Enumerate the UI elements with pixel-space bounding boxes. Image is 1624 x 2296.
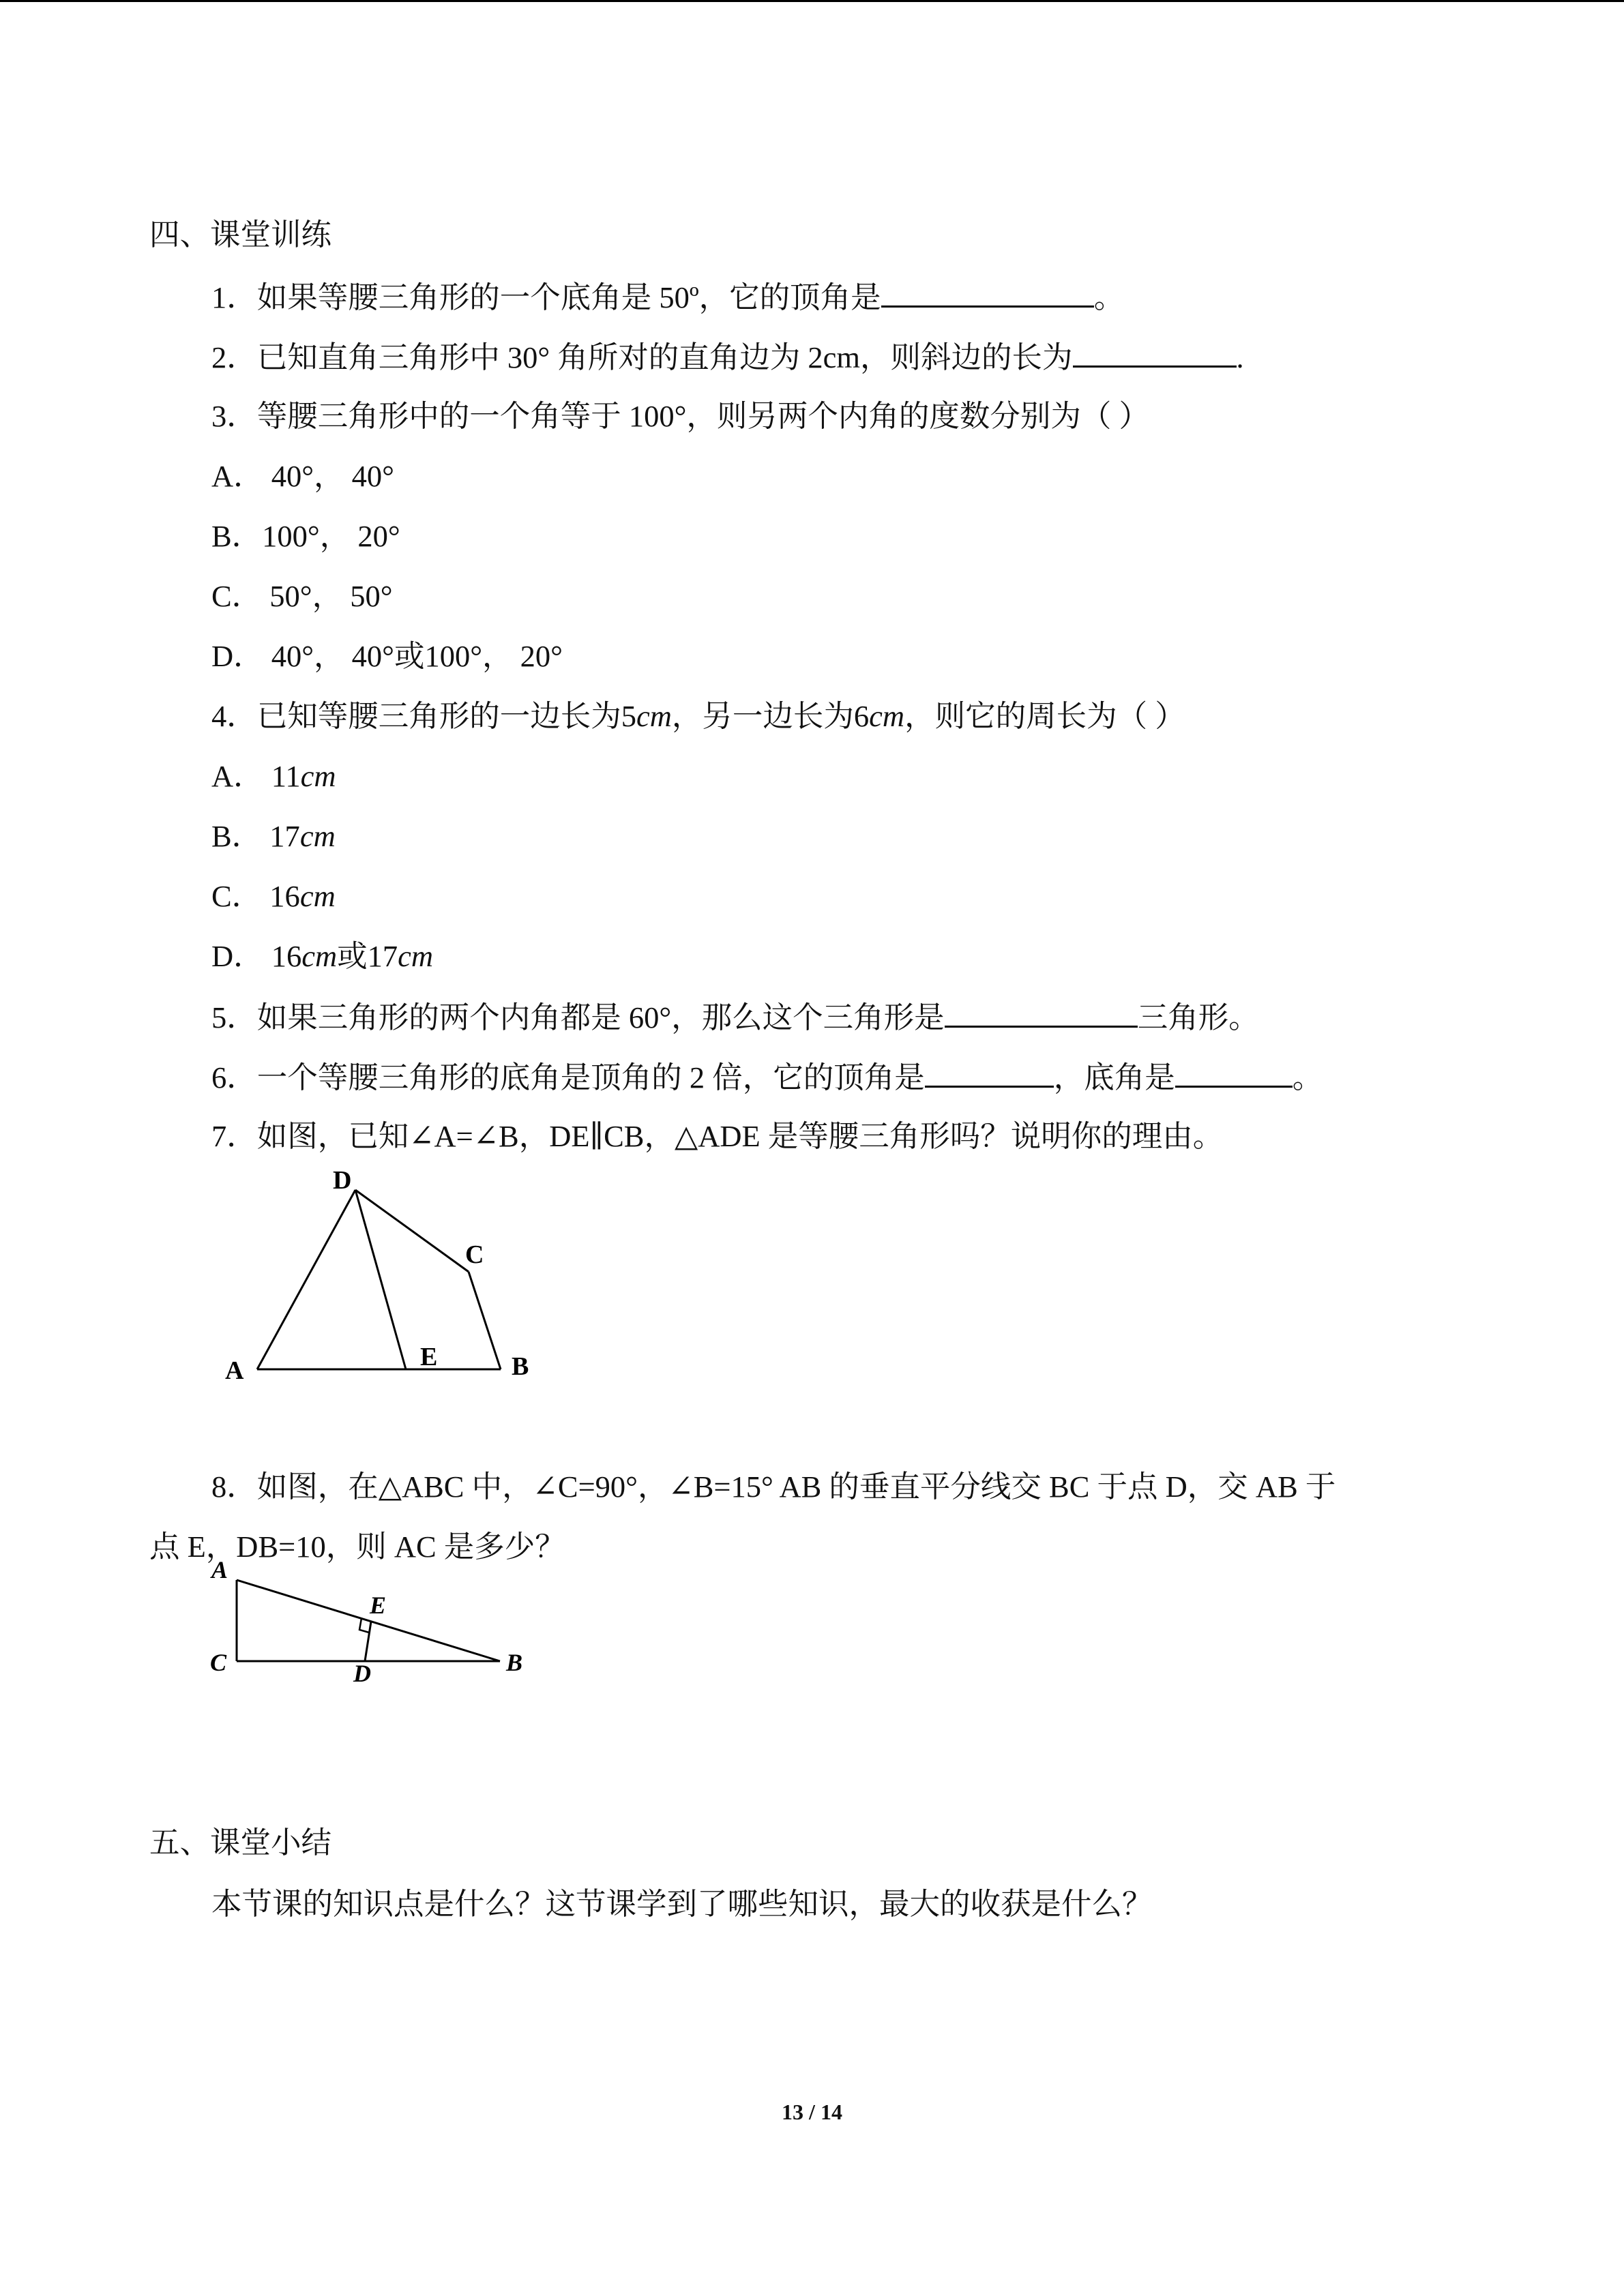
option-b: B． 17cm [211, 819, 336, 853]
answer-blank [945, 996, 1138, 1028]
label-e: E [370, 1592, 387, 1619]
option-a: A． 11cm [211, 759, 336, 793]
section-heading-summary: 五、课堂小结 [149, 1825, 332, 1860]
label-d: D [333, 1166, 352, 1195]
section-heading-training: 四、课堂训练 [149, 218, 332, 252]
segment-ad [257, 1190, 355, 1369]
segment-dc [355, 1190, 469, 1272]
segment-cb [469, 1272, 501, 1369]
label-c: C [210, 1649, 227, 1676]
segment-ab [237, 1580, 500, 1661]
answer-blank [925, 1056, 1054, 1088]
question-6: 6．一个等腰三角形的底角是顶角的 2 倍，它的顶角是 ，底角是 。 [211, 1056, 1323, 1097]
segment-de [355, 1190, 406, 1369]
figure-right-triangle [205, 1555, 539, 1691]
option-c: C． 16cm [211, 879, 336, 913]
label-b: B [506, 1649, 523, 1676]
label-b: B [512, 1352, 529, 1381]
label-a: A [225, 1356, 244, 1385]
option-c: C． 50°， 50° [211, 579, 393, 613]
label-a: A [211, 1556, 228, 1583]
question-8-line-1: 8．如图，在△ABC 中，∠C=90°，∠B=15° AB 的垂直平分线交 BC 于点 D，交 AB 于 [211, 1470, 1336, 1504]
question-2: 2．已知直角三角形中 30° 角所对的直角边为 2cm，则斜边的长为 . [211, 336, 1244, 376]
question-4: 4．已知等腰三角形的一边长为5cm，另一边长为6cm，则它的周长为（ ） [211, 699, 1185, 733]
question-8-line-2: 点 E，DB=10，则 AC 是多少？ [149, 1530, 565, 1564]
question-5: 5．如果三角形的两个内角都是 60°，那么这个三角形是 三角形。 [211, 996, 1259, 1037]
option-d: D． 40°， 40°或100°， 20° [211, 639, 563, 673]
question-7: 7．如图，已知∠A=∠B，DE∥CB，△ADE 是等腰三角形吗？说明你的理由。 [211, 1119, 1224, 1153]
answer-blank [1175, 1056, 1293, 1088]
answer-blank [881, 275, 1094, 308]
summary-text: 本节课的知识点是什么？这节课学到了哪些知识，最大的收获是什么？ [211, 1887, 1153, 1921]
segment-ed [365, 1622, 371, 1661]
question-3: 3．等腰三角形中的一个角等于 100°，则另两个内角的度数分别为（ ） [211, 399, 1150, 433]
figure-quadrilateral [218, 1159, 546, 1391]
option-a: A． 40°， 40° [211, 459, 394, 493]
label-c: C [465, 1240, 484, 1269]
question-1: 1．如果等腰三角形的一个底角是 50º，它的顶角是 。 [211, 275, 1124, 316]
label-d: D [353, 1660, 371, 1687]
label-e: E [420, 1343, 438, 1371]
option-b: B．100°， 20° [211, 519, 400, 553]
answer-blank [1073, 336, 1237, 368]
page-number: 13 / 14 [782, 2100, 842, 2124]
option-d: D． 16cm或17cm [211, 939, 434, 973]
